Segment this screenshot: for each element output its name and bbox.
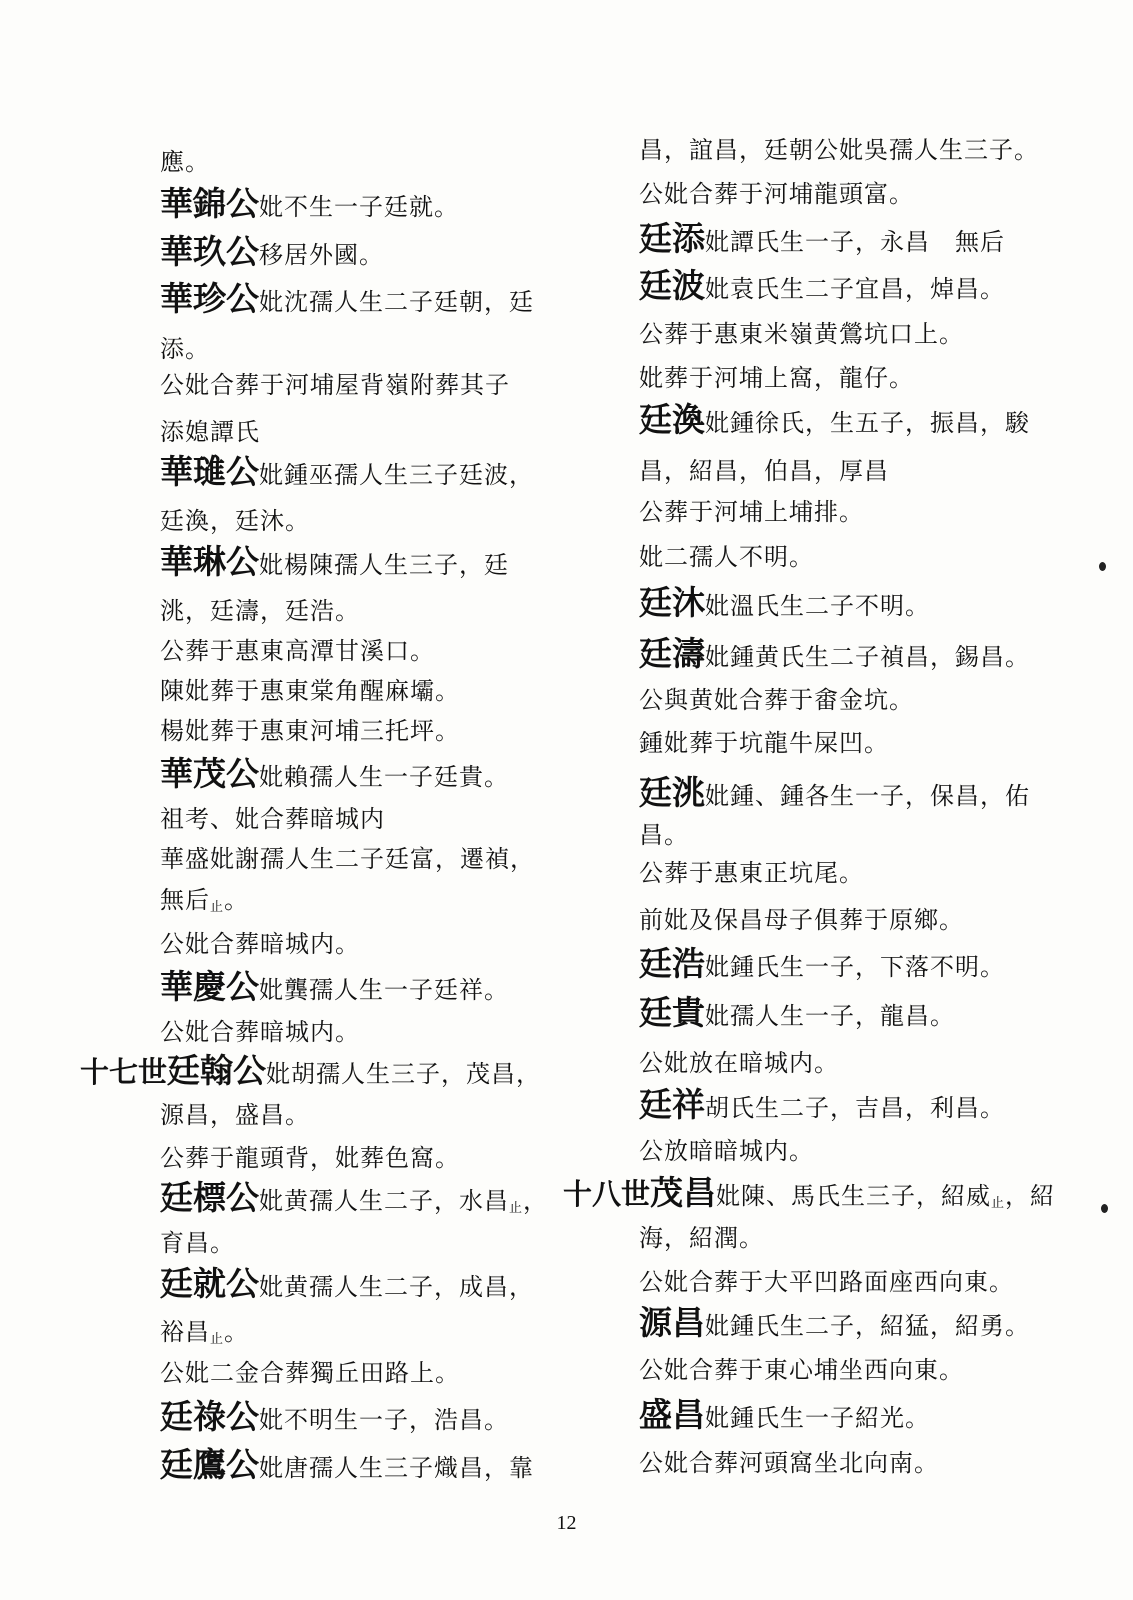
person-name: 廷洮 <box>639 773 705 812</box>
entry-text: 洮，廷濤，廷浩。 <box>160 597 360 625</box>
entry-text-tail: ，紹 <box>1005 1182 1056 1210</box>
entry-text: 公葬于惠東米嶺黄鶯坑口上。 <box>639 320 964 348</box>
entry-text: 妣黄孺人生二子，水昌 <box>259 1187 509 1215</box>
entry-text: 妣龔孺人生一子廷祥。 <box>259 976 509 1004</box>
text-line <box>639 773 1030 812</box>
entry-text: 妣袁氏生二子宜昌，焯昌。 <box>705 275 1005 303</box>
text-line <box>639 138 1039 162</box>
entry-text: 妣鍾氏生二子，紹猛，紹勇。 <box>705 1312 1030 1340</box>
text-line <box>639 366 914 390</box>
entry-text: 公妣合葬暗城内。 <box>160 930 360 958</box>
text-line <box>160 807 385 831</box>
entry-text: 妣唐孺人生三子熾昌，靠 <box>259 1454 534 1482</box>
entry-text-tail: ， <box>523 1187 549 1215</box>
entry-text: 妣沈孺人生二子廷朝，廷 <box>259 288 534 316</box>
entry-text: 前妣及保昌母子俱葬于原鄉。 <box>639 906 964 934</box>
scan-speck <box>1099 562 1106 571</box>
entry-text: 妣孺人生一子，龍昌。 <box>705 1002 955 1030</box>
text-line <box>160 337 210 361</box>
text-line <box>160 1397 509 1436</box>
person-name: 廷翰公 <box>167 1051 267 1090</box>
person-name: 廷濤 <box>639 634 705 673</box>
text-line <box>639 545 814 569</box>
text-line <box>563 1173 1056 1212</box>
entry-text: 公與黄妣合葬于畬金坑。 <box>639 686 914 714</box>
person-name: 華慶公 <box>160 967 259 1006</box>
generation-label: 十七世 <box>80 1055 168 1089</box>
text-line <box>160 1264 534 1303</box>
text-line <box>160 1361 460 1385</box>
entry-text: 公妣合葬于東心埔坐西向東。 <box>639 1356 964 1384</box>
text-line <box>639 688 914 712</box>
entry-text: 妣譚氏生一子，永昌 無后 <box>705 228 1005 256</box>
person-name: 廷添 <box>639 219 705 258</box>
text-line <box>160 452 534 491</box>
entry-text: 公妣合葬暗城内。 <box>160 1018 360 1046</box>
person-name: 華玖公 <box>160 232 259 271</box>
text-line <box>639 459 889 483</box>
text-line <box>639 583 930 622</box>
text-line <box>160 679 460 703</box>
entry-text: 昌，誼昌，廷朝公妣吳孺人生三子。 <box>639 136 1039 164</box>
text-line <box>160 1320 249 1346</box>
entry-text: 源昌，盛昌。 <box>160 1101 310 1129</box>
text-line <box>160 150 210 174</box>
entry-text: 鍾妣葬于坑龍牛屎凹。 <box>639 729 889 757</box>
text-line <box>160 232 384 271</box>
entry-text: 妣賴孺人生一子廷貴。 <box>259 763 509 791</box>
text-line <box>639 1395 930 1434</box>
small-annotation: 止 <box>991 1196 1006 1211</box>
entry-text: 應。 <box>160 148 210 176</box>
text-line <box>160 509 310 533</box>
text-line <box>639 908 964 932</box>
text-line <box>639 634 1030 673</box>
text-line <box>160 1020 360 1044</box>
text-line <box>639 322 964 346</box>
entry-text: 公妣二金合葬獨丘田路上。 <box>160 1359 460 1387</box>
text-line <box>160 719 460 743</box>
text-line <box>639 1139 814 1163</box>
text-line <box>160 754 509 793</box>
text-line <box>160 639 435 663</box>
text-line <box>639 861 864 885</box>
entry-text: 昌。 <box>639 821 689 849</box>
person-name: 廷沐 <box>639 583 705 622</box>
entry-text: 公妣合葬于河埔屋背嶺附葬其子 <box>160 371 510 399</box>
entry-text: 楊妣葬于惠東河埔三托坪。 <box>160 717 460 745</box>
entry-text: 添媳譚氏 <box>160 418 260 446</box>
entry-text: 妣陳、馬氏生三子，紹威 <box>716 1182 992 1210</box>
entry-text: 公葬于河埔上埔排。 <box>639 498 864 526</box>
text-line <box>639 219 1005 258</box>
entry-text-tail: 。 <box>224 886 250 914</box>
text-line <box>80 1051 542 1090</box>
entry-text: 妣黄孺人生二子，成昌， <box>259 1273 534 1301</box>
text-line <box>639 1358 964 1382</box>
person-name: 盛昌 <box>639 1395 705 1434</box>
text-line <box>160 888 249 914</box>
text-line <box>160 1231 235 1255</box>
entry-text: 無后 <box>160 886 210 914</box>
text-line <box>639 1085 1005 1124</box>
entry-text: 昌，紹昌，伯昌，厚昌 <box>639 457 889 485</box>
entry-text: 妣溫氏生二子不明。 <box>705 592 930 620</box>
entry-text: 妣鍾巫孺人生三子廷波， <box>259 461 534 489</box>
text-line <box>639 1226 764 1250</box>
person-name: 廷標公 <box>160 1178 259 1217</box>
entry-text: 公妣合葬河頭窩坐北向南。 <box>639 1449 939 1477</box>
text-line <box>639 1051 839 1075</box>
person-name: 廷貴 <box>639 993 705 1032</box>
generation-label: 十八世 <box>563 1177 651 1211</box>
entry-text: 妣鍾、鍾各生一子，保昌，佑 <box>705 782 1030 810</box>
entry-text: 裕昌 <box>160 1318 210 1346</box>
small-annotation: 止 <box>509 1201 524 1216</box>
entry-text: 妣葬于河埔上窩，龍仔。 <box>639 364 914 392</box>
person-name: 廷浩 <box>639 944 705 983</box>
entry-text: 妣楊陳孺人生三子，廷 <box>259 551 509 579</box>
entry-text: 公妣放在暗城内。 <box>639 1049 839 1077</box>
text-line <box>639 1451 939 1475</box>
entry-text: 妣胡孺人生三子，茂昌， <box>266 1060 542 1088</box>
text-line <box>639 944 1005 983</box>
text-line <box>639 266 1005 305</box>
entry-text: 公葬于龍頭背，妣葬色窩。 <box>160 1144 460 1172</box>
person-name: 廷祿公 <box>160 1397 259 1436</box>
person-name: 華茂公 <box>160 754 259 793</box>
person-name: 廷祥 <box>639 1085 705 1124</box>
text-line <box>160 1178 549 1217</box>
entry-text: 妣鍾徐氏，生五子，振昌，駿 <box>705 409 1030 437</box>
text-line <box>639 400 1030 439</box>
entry-text: 添。 <box>160 335 210 363</box>
page-number: 12 <box>556 1512 577 1534</box>
entry-text: 廷渙，廷沐。 <box>160 507 310 535</box>
text-line <box>160 542 509 581</box>
person-name: 廷渙 <box>639 400 705 439</box>
entry-text: 妣鍾氏生一子，下落不明。 <box>705 953 1005 981</box>
text-line <box>639 182 914 206</box>
text-line <box>639 1270 1014 1294</box>
person-name: 華錦公 <box>160 184 259 223</box>
entry-text: 妣鍾氏生一子紹光。 <box>705 1404 930 1432</box>
entry-text: 妣二孺人不明。 <box>639 543 814 571</box>
entry-text: 公放暗暗城内。 <box>639 1137 814 1165</box>
text-line <box>639 500 864 524</box>
text-line <box>160 847 535 871</box>
person-name: 廷鷹公 <box>160 1445 259 1484</box>
entry-text: 海，紹潤。 <box>639 1224 764 1252</box>
entry-text: 妣不生一子廷就。 <box>259 193 459 221</box>
person-name: 華珍公 <box>160 279 259 318</box>
text-line <box>639 823 689 847</box>
text-line <box>160 373 510 397</box>
entry-text: 公葬于惠東正坑尾。 <box>639 859 864 887</box>
entry-text: 祖考、妣合葬暗城内 <box>160 805 385 833</box>
person-name: 茂昌 <box>650 1173 717 1212</box>
small-annotation: 止 <box>210 900 225 915</box>
entry-text: 公妣合葬于大平凹路面座西向東。 <box>639 1268 1014 1296</box>
small-annotation: 止 <box>210 1332 225 1347</box>
text-line <box>639 1303 1030 1342</box>
person-name: 華琳公 <box>160 542 259 581</box>
person-name: 廷就公 <box>160 1264 259 1303</box>
text-line <box>160 599 360 623</box>
text-line <box>160 420 260 444</box>
text-line <box>160 1103 310 1127</box>
entry-text: 陳妣葬于惠東棠角醒麻壩。 <box>160 677 460 705</box>
person-name: 華璡公 <box>160 452 259 491</box>
entry-text: 胡氏生二子，吉昌，利昌。 <box>705 1094 1005 1122</box>
entry-text: 移居外國。 <box>259 241 384 269</box>
text-line <box>160 967 509 1006</box>
text-line <box>160 184 459 223</box>
entry-text: 華盛妣謝孺人生二子廷富，遷禎， <box>160 845 535 873</box>
entry-text: 公葬于惠東高潭甘溪口。 <box>160 637 435 665</box>
entry-text: 育昌。 <box>160 1229 235 1257</box>
entry-text: 妣鍾黄氏生二子禎昌，錫昌。 <box>705 643 1030 671</box>
person-name: 源昌 <box>639 1303 705 1342</box>
text-line <box>160 279 534 318</box>
text-line <box>639 731 889 755</box>
scan-speck <box>1101 1204 1108 1213</box>
text-line <box>160 1146 460 1170</box>
entry-text: 妣不明生一子，浩昌。 <box>259 1406 509 1434</box>
text-line <box>160 932 360 956</box>
entry-text: 公妣合葬于河埔龍頭富。 <box>639 180 914 208</box>
text-line <box>160 1445 534 1484</box>
text-line <box>639 993 955 1032</box>
entry-text-tail: 。 <box>224 1318 250 1346</box>
person-name: 廷波 <box>639 266 705 305</box>
